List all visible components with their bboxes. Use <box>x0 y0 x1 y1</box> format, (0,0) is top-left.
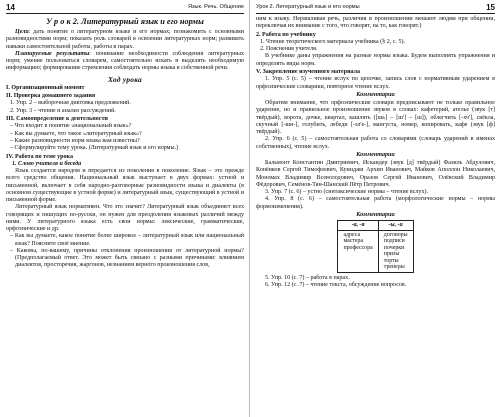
comment-paragraph: Обратим внимание, что орфоэпические словари предписывают не только правильное ударение, но и правильное произношение звуков в словах: кафетерий, ателье (звук [т] твёрдый), ворота, дочке, квартал, кашлять ([шь] – [ш'] – [ш]), облегчить [-хч'], свёкла, скучный [-шн-], голубить, лебеди [-эл'е-], мангуста, номер, копировать, кафе (звук [ф] твёрдый). <box>256 100 495 136</box>
section-heading: I. Организационный момент <box>6 84 85 91</box>
word: торты <box>383 257 399 264</box>
table-header: -ы, -и <box>378 221 413 231</box>
exercise-item: 1. Упр. 5 (с. 5) – чтение вслух по цепочке, запись слов с нормативным ударением в орфоэпические словарики, повторное чтение вслух. <box>256 76 495 90</box>
word: призы <box>383 251 400 258</box>
running-head: Урок 2. Литературный язык и его нормы <box>256 4 360 11</box>
plural-forms-table-wrap <box>256 220 495 273</box>
list-item: 2. Упр. 3 – чтение и анализ рассуждений. <box>10 107 116 114</box>
goals-paragraph: Цели: дать понятие о литературном языке и его нормах; познакомить с основными разновидностями норм; показать роль словарей в освоении литературных норм; развивать навыки самостоятельной работы, работы в парах. <box>6 29 244 50</box>
section-heading: V. Закрепление изученного материала <box>256 69 361 76</box>
exercise-item: 5. Упр. 10 (с. 7) – работа в парах. <box>265 274 350 281</box>
running-head: Язык. Речь. Общение <box>187 4 244 11</box>
table-cell <box>338 230 378 272</box>
subsection-heading: 1. Слово учителя и беседа <box>12 160 82 167</box>
page-number: 15 <box>486 3 495 13</box>
question-item: – Каковы, по-вашему, причины отклонения произношения от литературной нормы? (Предполагаемый ответ. Это может быть связано с разными причинами: влиянием диалектов, просторечия, жаргонов, незнанием верного произношения слов, <box>10 247 244 269</box>
lesson-title: У р о к 2. Литературный язык и его нормы <box>46 17 204 26</box>
word: адреса <box>343 231 361 238</box>
question-item: – Что входит в понятие «национальный язык»? <box>10 123 132 130</box>
exercise-item: 2. Упр. 6 (с. 5) – самостоятельная работа со словарями (словарь ударений в именах собственных), чтение вслух. <box>256 136 495 150</box>
body-paragraph: Язык создается народом и передается из поколения в поколение. Язык – это прежде всего средство общения. Национальный язык выступает в двух формах: устной и письменной, включает в себя народно-разговорные разновидности языка и диалекты (в основном существующие в устной форме) и литературный язык, существующий в устной и письменной форме. <box>6 168 244 204</box>
word: тренеры <box>383 264 405 271</box>
word: подписи <box>383 238 405 245</box>
comments-label: Комментарии <box>356 91 395 98</box>
word: договоры <box>383 231 408 238</box>
table-header: -а, -я <box>338 221 378 231</box>
left-page-header <box>6 3 244 14</box>
body-paragraph: ним к языку. Неряшливая речь, различия в произношении мешают людям при общении, переключая их внимание с того, что говорят, на то, как говорят.) <box>256 16 495 30</box>
word: мастера <box>343 238 364 245</box>
question-item: – Какие разновидности норм языка вам известны? <box>10 137 140 144</box>
page-number: 14 <box>6 3 15 13</box>
section-heading: IV. Работа по теме урока <box>6 153 73 160</box>
body-paragraph: Литературный язык нормативен. Что это значит? Литературный язык объединяет всех говорящих и пишущих по-русски, он нужен для преодоления языковых различий между ними. У литературного языка есть свои нормы: лексические, грамматические, орфоэпические и др. <box>6 204 244 233</box>
question-item: – Как вы думаете, что такое «литературный язык»? <box>10 130 142 137</box>
section-heading: II. Проверка домашнего задания <box>6 93 96 100</box>
plural-forms-table <box>337 220 413 273</box>
comment-paragraph: Бальмонт Константин Дмитриевич, Искандер (звук [д] твёрдый) Фазиль Абдулович, Конёнков Сергей Тимофеевич, Куинджи Архип Иванович, Майков Аполлон Николаевич, Мономах Владимир Всеволодович, Оразов Сергей Иванович, Олёвский Владимир Фёдорович, Семёнов-Тян-Шанский Пётр Петрович. <box>256 160 495 188</box>
results-paragraph: Планируемые результаты: понимание необходимости соблюдения литературных норм; умение пользоваться словарем, самостоятельно искать и выделять необходимую информацию; формирование стремления соблюдать нормы языка в собственной речи. <box>6 50 244 72</box>
question-item: – Сформулируйте тему урока. (Литературный язык и его нормы.) <box>10 145 179 152</box>
section-heading: 2. Работа по учебнику <box>256 31 316 38</box>
list-item: 1. Чтение теоретического материала учебника (§ 2, с. 5). <box>260 38 406 45</box>
table-cell <box>378 230 413 272</box>
list-item: 1. Упр. 2 – выборочная диктовка предложений. <box>10 100 131 107</box>
right-page-header <box>256 3 495 14</box>
right-page <box>250 0 500 417</box>
exercise-item: 6. Упр. 12 (с. 7) – чтение текста, обсуждение вопросов. <box>265 281 407 288</box>
exercise-item: 3. Упр. 7 (с. 6) – устно (синтаксические нормы – чтение вслух). <box>265 189 429 196</box>
exercise-item: 4. Упр. 8 (с. 6) – самостоятельная работа (морфологические нормы – нормы формоизменения). <box>256 196 495 210</box>
question-item: – Как вы думаете, какое понятие более широкое – литературный язык или национальный язык? Поясните своё мнение. <box>10 233 244 247</box>
word: почерки <box>383 244 405 251</box>
section-heading: III. Самоопределение к деятельности <box>6 116 108 123</box>
comments-label: Комментарии <box>356 151 395 158</box>
course-heading: Ход урока <box>107 74 143 84</box>
word: профессора <box>343 244 373 251</box>
body-paragraph: В учебнике даны упражнения на разные нормы языка. Будем выполнять упражнения и определять виды норм. <box>256 53 495 67</box>
list-item: 2. Пояснения учителя. <box>260 46 318 53</box>
comments-label: Комментарии <box>356 211 395 218</box>
